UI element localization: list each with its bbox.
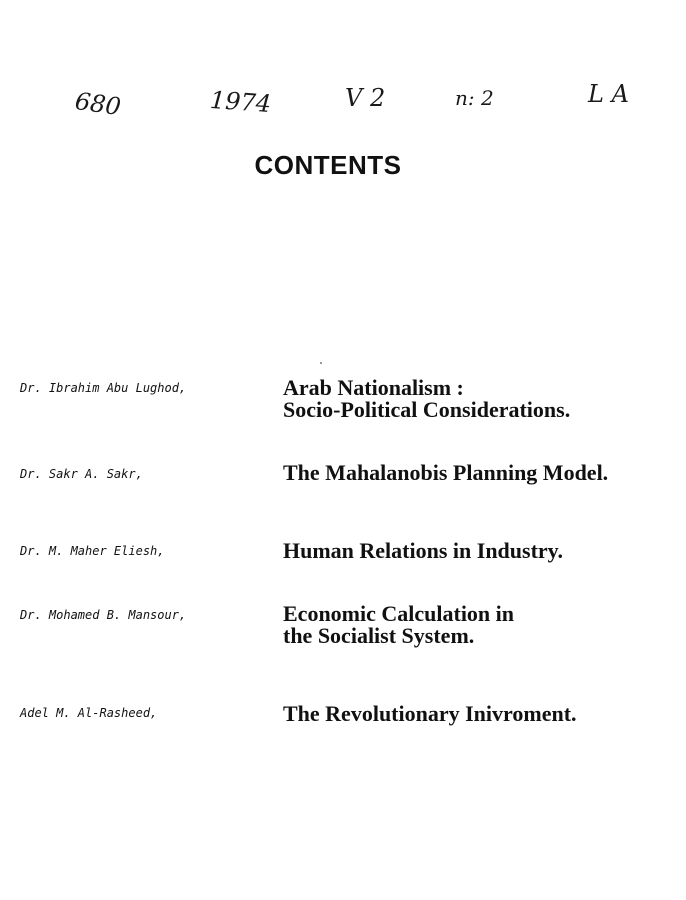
entry-author: Dr. Ibrahim Abu Lughod, [20,381,187,395]
entry-title [283,462,608,484]
speck [320,362,322,364]
entry-title [283,703,577,725]
entry-title-line: Economic Calculation in [283,601,515,626]
handwritten-note-language: L A [588,80,629,108]
handwritten-note-year: 1974 [209,85,272,119]
entry-title-line: The Revolutionary Inivroment. [283,701,577,726]
entry-author: Dr. M. Maher Eliesh, [20,544,165,558]
entry-title [283,540,563,562]
entry-title-line: The Mahalanobis Planning Model. [283,460,609,485]
entry-title-line: Socio-Political Considerations. [283,397,571,422]
entry-author: Adel M. Al-Rasheed, [20,706,158,720]
handwritten-note-volume: V 2 [345,84,386,112]
entry-title-line: Human Relations in Industry. [283,538,563,563]
handwritten-note-issue: n: 2 [455,86,494,110]
entry-title-line: the Socialist System. [283,623,475,648]
entry-title-line: Arab Nationalism : [283,375,464,400]
entry-author: Dr. Mohamed B. Mansour, [20,608,187,622]
entry-title [283,377,570,421]
handwritten-note-catalog-number: 680 [73,86,123,122]
entry-title [283,603,514,647]
entry-author: Dr. Sakr A. Sakr, [20,467,143,481]
page-title: CONTENTS [254,150,402,180]
